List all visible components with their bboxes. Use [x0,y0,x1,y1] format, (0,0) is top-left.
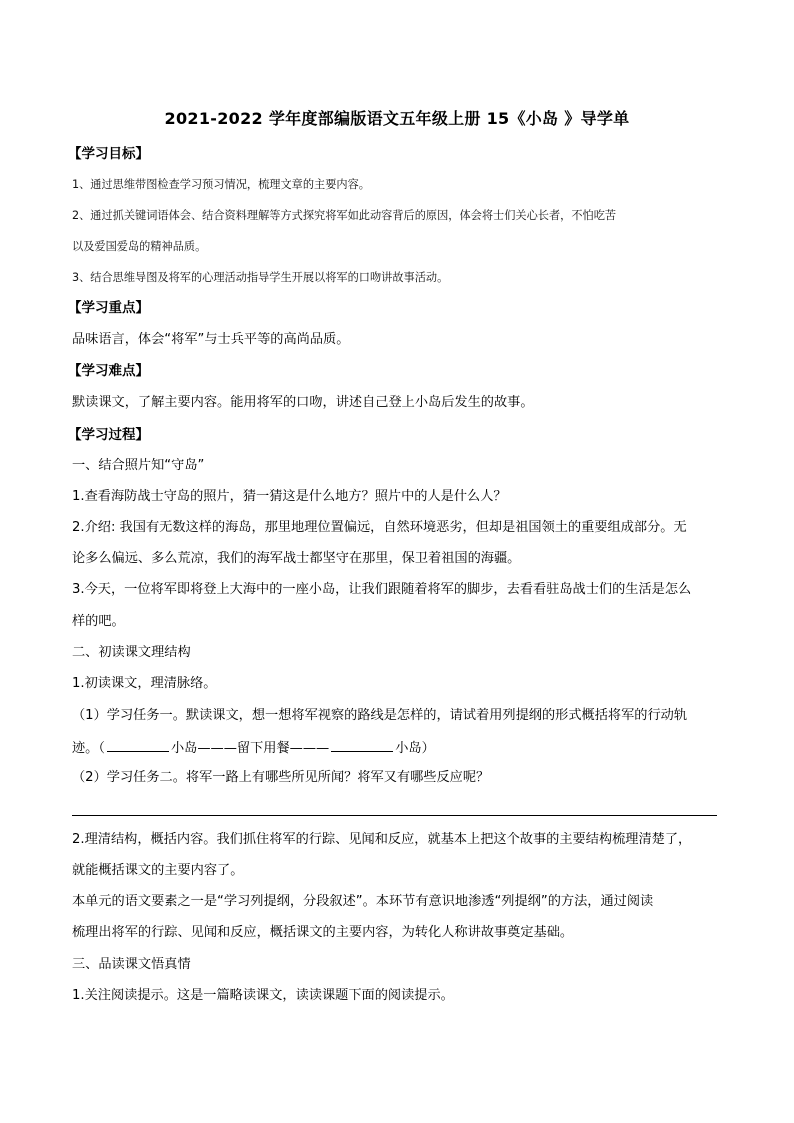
answer-line[interactable] [72,815,717,816]
goal-item-2: 2、通过抓关键词语体会、结合资料理解等方式探究将军如此动容背后的原因，体会将士们关心长者，不怕吃苦 [72,209,617,222]
goal-item-1: 1、通过思维带图检查学习预习情况，梳理文章的主要内容。 [72,178,370,191]
blank-end-location[interactable] [331,737,393,752]
part1-item-2-cont: 论多么偏远、多么荒凉，我们的海军战士都坚守在那里，保卫着祖国的海疆。 [72,551,521,566]
focus-text: 品味语言，体会“将军”与士兵平等的高尚品质。 [72,332,350,347]
part3-title: 三、品读课文悟真情 [72,957,191,972]
process-heading: 【学习过程】 [68,427,149,443]
goal-item-3: 3、结合思维导图及将军的心理活动指导学生开展以将军的口吻讲故事活动。 [72,271,449,284]
note-line2: 梳理出将军的行踪、见闻和反应，概括课文的主要内容，为转化人称讲故事奠定基础。 [72,925,574,940]
blank-start-location[interactable] [107,737,169,752]
task1-text: （1）学习任务一。默读课文，想一想将军视察的路线是怎样的，请试着用列提纲的形式概括将军的行动轨 [72,708,688,723]
part2-sub2-line2: 就能概括课文的主要内容了。 [72,863,244,878]
difficulty-heading: 【学习难点】 [68,363,149,379]
part1-item-3-cont: 样的吧。 [72,614,125,629]
goal-item-2-cont: 以及爱国爱岛的精神品质。 [72,240,207,253]
part2-sub1: 1.初读课文，理清脉络。 [72,676,217,691]
part1-item-1: 1.查看海防战士守岛的照片，猜一猜这是什么地方？照片中的人是什么人？ [72,489,507,504]
difficulty-text: 默读课文，了解主要内容。能用将军的口吻，讲述自己登上小岛后发生的故事。 [72,395,534,410]
part2-title: 二、初读课文理结构 [72,645,191,660]
part1-title: 一、结合照片知“守岛” [72,458,205,473]
task2-text: （2）学习任务二。将军一路上有哪些所见所闻？将军又有哪些反应呢？ [72,770,490,785]
part2-sub2-line1: 2.理清结构，概括内容。我们抓住将军的行踪、见闻和反应，就基本上把这个故事的主要结构梳理清楚了， [72,832,692,847]
task1-mid: 小岛———留下用餐——— [170,741,330,756]
focus-heading: 【学习重点】 [68,300,149,316]
document-title: 2021-2022 学年度部编版语文五年级上册 15《小岛 》导学单 [164,109,630,128]
task1-cont-start: 迹。（ [72,741,105,756]
note-line1: 本单元的语文要素之一是“学习列提纲，分段叙述”。本环节有意识地渗透“列提纲”的方法，通过阅读 [72,894,654,909]
task1-end: 小岛） [395,741,435,756]
part1-item-2: 2.介绍: 我国有无数这样的海岛，那里地理位置偏远，自然环境恶劣，但却是祖国领土的重要组成部分。无 [72,520,687,535]
part1-item-3: 3.今天，一位将军即将登上大海中的一座小岛，让我们跟随着将军的脚步，去看看驻岛战士们的生活是怎么 [72,582,692,597]
goals-heading: 【学习目标】 [68,146,149,162]
task1-fill-in [72,737,722,759]
part3-sub1: 1.关注阅读提示。这是一篇略读课文，读读课题下面的阅读提示。 [72,988,454,1003]
